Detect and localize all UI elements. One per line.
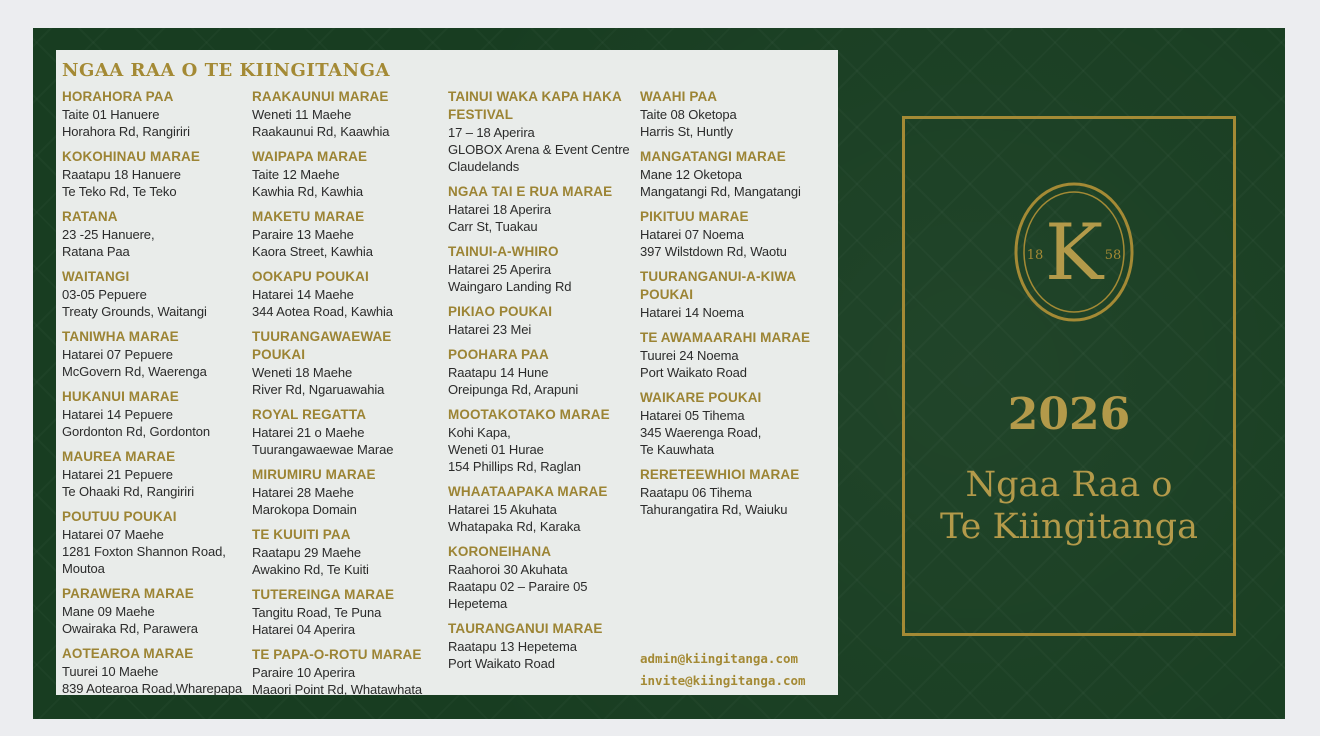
event-detail: Te Teko Rd, Te Teko bbox=[62, 184, 177, 199]
event-entry bbox=[640, 329, 832, 381]
event-name: PARAWERA MARAE bbox=[62, 586, 194, 601]
event-name: TUTEREINGA MARAE bbox=[252, 587, 395, 602]
calendar-column-3 bbox=[448, 88, 640, 680]
event-entry bbox=[62, 88, 254, 140]
event-detail: Kaora Street, Kawhia bbox=[252, 244, 373, 259]
event-detail: Raatapu 14 Hune bbox=[448, 365, 549, 380]
event-detail: Marokopa Domain bbox=[252, 502, 357, 517]
calendar-title: NGAA RAA O TE KIINGITANGA bbox=[62, 60, 390, 81]
event-name: RERETEEWHIOI MARAE bbox=[640, 467, 800, 482]
event-detail: Whatapaka Rd, Karaka bbox=[448, 519, 581, 534]
event-entry bbox=[62, 268, 254, 320]
event-entry bbox=[252, 328, 444, 398]
event-detail: Te Kauwhata bbox=[640, 442, 715, 457]
event-entry bbox=[640, 389, 832, 458]
logo-year-left: 18 bbox=[1026, 248, 1044, 263]
event-name: NGAA TAI E RUA MARAE bbox=[448, 184, 613, 199]
event-entry bbox=[448, 183, 640, 235]
event-detail: Harris St, Huntly bbox=[640, 124, 733, 139]
event-entry bbox=[62, 328, 254, 380]
event-detail: Moutoa bbox=[62, 561, 105, 576]
event-entry bbox=[448, 483, 640, 535]
event-entry bbox=[62, 208, 254, 260]
logo-year-right: 58 bbox=[1104, 248, 1122, 263]
event-detail: Hatarei 18 Aperira bbox=[448, 202, 551, 217]
event-name: AOTEAROA MARAE bbox=[62, 646, 194, 661]
event-detail: Hatarei 23 Mei bbox=[448, 322, 532, 337]
event-detail: Tuurei 24 Noema bbox=[640, 348, 739, 363]
event-detail: Hatarei 28 Maehe bbox=[252, 485, 354, 500]
event-detail: River Rd, Ngaruawahia bbox=[252, 382, 385, 397]
event-detail: Taite 08 Oketopa bbox=[640, 107, 737, 122]
event-detail: Paraire 13 Maehe bbox=[252, 227, 354, 242]
event-entry bbox=[448, 303, 640, 338]
event-name: WHAATAAPAKA MARAE bbox=[448, 484, 608, 499]
event-detail: Waingaro Landing Rd bbox=[448, 279, 572, 294]
event-name: TE PAPA-O-ROTU MARAE bbox=[252, 647, 422, 662]
flyer bbox=[33, 28, 1285, 719]
event-name: KORONEIHANA bbox=[448, 544, 552, 559]
event-detail: Owairaka Rd, Parawera bbox=[62, 621, 198, 636]
event-detail: Treaty Grounds, Waitangi bbox=[62, 304, 207, 319]
event-detail: 23 -25 Hanuere, bbox=[62, 227, 155, 242]
event-entry bbox=[448, 346, 640, 398]
event-entry bbox=[252, 148, 444, 200]
calendar-column-4 bbox=[640, 88, 832, 526]
event-detail: Raatapu 18 Hanuere bbox=[62, 167, 181, 182]
event-detail: 345 Waerenga Road, bbox=[640, 425, 762, 440]
event-detail: Ratana Paa bbox=[62, 244, 130, 259]
event-detail: Weneti 01 Hurae bbox=[448, 442, 544, 457]
event-detail: Hatarei 04 Aperira bbox=[252, 622, 355, 637]
event-name: TAINUI WAKA KAPA HAKA FESTIVAL bbox=[448, 89, 622, 122]
event-name: MAKETU MARAE bbox=[252, 209, 365, 224]
invite-email[interactable]: invite@kiingitanga.com bbox=[640, 673, 806, 688]
event-detail: Awakino Rd, Te Kuiti bbox=[252, 562, 369, 577]
event-name: MIRUMIRU MARAE bbox=[252, 467, 376, 482]
event-detail: Hatarei 14 Maehe bbox=[252, 287, 354, 302]
event-detail: Taite 01 Hanuere bbox=[62, 107, 160, 122]
event-entry bbox=[252, 646, 444, 695]
event-name: TE AWAMAARAHI MARAE bbox=[640, 330, 811, 345]
event-entry bbox=[640, 208, 832, 260]
event-name: TUURANGANUI-A-KIWA POUKAI bbox=[640, 269, 796, 302]
event-detail: Hatarei 21 o Maehe bbox=[252, 425, 365, 440]
event-detail: Kohi Kapa, bbox=[448, 425, 511, 440]
event-detail: Mane 09 Maehe bbox=[62, 604, 155, 619]
event-detail: Horahora Rd, Rangiriri bbox=[62, 124, 190, 139]
event-name: POUTUU POUKAI bbox=[62, 509, 177, 524]
event-detail: Te Ohaaki Rd, Rangiriri bbox=[62, 484, 195, 499]
event-name: RATANA bbox=[62, 209, 118, 224]
event-detail: Tangitu Road, Te Puna bbox=[252, 605, 382, 620]
event-detail: 839 Aotearoa Road,Wharepapa bbox=[62, 681, 243, 695]
event-detail: Tuurei 10 Maehe bbox=[62, 664, 159, 679]
event-detail: 03-05 Pepuere bbox=[62, 287, 147, 302]
event-detail: Claudelands bbox=[448, 159, 520, 174]
event-detail: 154 Phillips Rd, Raglan bbox=[448, 459, 581, 474]
event-entry bbox=[448, 243, 640, 295]
event-entry bbox=[252, 466, 444, 518]
event-detail: Gordonton Rd, Gordonton bbox=[62, 424, 211, 439]
event-name: MAUREA MARAE bbox=[62, 449, 176, 464]
event-entry bbox=[448, 88, 640, 175]
event-detail: Port Waikato Road bbox=[640, 365, 747, 380]
event-detail: 397 Wilstdown Rd, Waotu bbox=[640, 244, 787, 259]
event-name: TAURANGANUI MARAE bbox=[448, 621, 603, 636]
event-detail: Hatarei 07 Pepuere bbox=[62, 347, 173, 362]
event-name: PIKIAO POUKAI bbox=[448, 304, 553, 319]
event-detail: Tuurangawaewae Marae bbox=[252, 442, 394, 457]
event-name: PIKITUU MARAE bbox=[640, 209, 749, 224]
event-detail: Hatarei 07 Maehe bbox=[62, 527, 164, 542]
event-detail: 17 – 18 Aperira bbox=[448, 125, 535, 140]
event-entry bbox=[62, 585, 254, 637]
event-detail: Maaori Point Rd, Whatawhata bbox=[252, 682, 422, 695]
event-detail: Paraire 10 Aperira bbox=[252, 665, 355, 680]
event-detail: Mane 12 Oketopa bbox=[640, 167, 742, 182]
event-entry bbox=[62, 508, 254, 577]
event-detail: Hepetema bbox=[448, 596, 508, 611]
calendar-column-2 bbox=[252, 88, 444, 695]
event-detail: Hatarei 07 Noema bbox=[640, 227, 744, 242]
event-detail: Raakaunui Rd, Kaawhia bbox=[252, 124, 390, 139]
event-name: ROYAL REGATTA bbox=[252, 407, 367, 422]
event-name: TANIWHA MARAE bbox=[62, 329, 179, 344]
event-entry bbox=[640, 268, 832, 321]
event-name: RAAKAUNUI MARAE bbox=[252, 89, 389, 104]
event-detail: Taite 12 Maehe bbox=[252, 167, 340, 182]
cover-panel bbox=[902, 116, 1236, 636]
event-entry bbox=[62, 388, 254, 440]
event-entry bbox=[62, 448, 254, 500]
cover-title-line-1: Ngaa Raa o bbox=[965, 465, 1173, 505]
event-detail: Hatarei 15 Akuhata bbox=[448, 502, 557, 517]
event-entry bbox=[62, 645, 254, 695]
logo-letter: K bbox=[1044, 208, 1104, 298]
event-name: MANGATANGI MARAE bbox=[640, 149, 786, 164]
event-entry bbox=[640, 148, 832, 200]
event-entry bbox=[252, 406, 444, 458]
event-detail: Raahoroi 30 Akuhata bbox=[448, 562, 568, 577]
event-entry bbox=[252, 88, 444, 140]
event-name: POOHARA PAA bbox=[448, 347, 549, 362]
event-entry bbox=[252, 208, 444, 260]
event-name: MOOTAKOTAKO MARAE bbox=[448, 407, 610, 422]
event-detail: Hatarei 14 Noema bbox=[640, 305, 744, 320]
kiingitanga-logo bbox=[1009, 177, 1139, 327]
event-detail: Oreipunga Rd, Arapuni bbox=[448, 382, 579, 397]
event-detail: Hatarei 25 Aperira bbox=[448, 262, 551, 277]
event-detail: GLOBOX Arena & Event Centre bbox=[448, 142, 630, 157]
contact-block bbox=[640, 648, 806, 692]
admin-email[interactable]: admin@kiingitanga.com bbox=[640, 651, 799, 666]
event-detail: 1281 Foxton Shannon Road, bbox=[62, 544, 226, 559]
event-name: TUURANGAWAEWAE POUKAI bbox=[252, 329, 392, 362]
event-detail: Raatapu 29 Maehe bbox=[252, 545, 361, 560]
event-detail: Raatapu 06 Tihema bbox=[640, 485, 752, 500]
cover-year: 2026 bbox=[1007, 389, 1131, 440]
event-entry bbox=[640, 88, 832, 140]
event-name: WAIKARE POUKAI bbox=[640, 390, 762, 405]
event-entry bbox=[252, 268, 444, 320]
event-name: HORAHORA PAA bbox=[62, 89, 174, 104]
calendar-panel bbox=[56, 50, 838, 695]
event-name: OOKAPU POUKAI bbox=[252, 269, 369, 284]
event-name: WAAHI PAA bbox=[640, 89, 718, 104]
event-name: WAITANGI bbox=[62, 269, 130, 284]
event-entry bbox=[252, 586, 444, 638]
cover-title bbox=[905, 464, 1233, 548]
event-detail: Raatapu 02 – Paraire 05 bbox=[448, 579, 588, 594]
event-detail: Port Waikato Road bbox=[448, 656, 555, 671]
event-entry bbox=[448, 620, 640, 672]
event-detail: Mangatangi Rd, Mangatangi bbox=[640, 184, 801, 199]
event-detail: McGovern Rd, Waerenga bbox=[62, 364, 207, 379]
event-entry bbox=[448, 406, 640, 475]
event-detail: Tahurangatira Rd, Waiuku bbox=[640, 502, 788, 517]
event-entry bbox=[448, 543, 640, 612]
event-detail: 344 Aotea Road, Kawhia bbox=[252, 304, 393, 319]
event-detail: Kawhia Rd, Kawhia bbox=[252, 184, 364, 199]
event-name: KOKOHINAU MARAE bbox=[62, 149, 200, 164]
event-entry bbox=[252, 526, 444, 578]
event-detail: Carr St, Tuakau bbox=[448, 219, 538, 234]
event-detail: Hatarei 05 Tihema bbox=[640, 408, 745, 423]
calendar-column-1 bbox=[62, 88, 254, 695]
event-detail: Weneti 11 Maehe bbox=[252, 107, 352, 122]
event-name: TE KUUITI PAA bbox=[252, 527, 351, 542]
event-detail: Hatarei 21 Pepuere bbox=[62, 467, 173, 482]
event-detail: Raatapu 13 Hepetema bbox=[448, 639, 577, 654]
event-name: TAINUI-A-WHIRO bbox=[448, 244, 559, 259]
event-detail: Weneti 18 Maehe bbox=[252, 365, 353, 380]
event-entry bbox=[640, 466, 832, 518]
cover-title-line-2: Te Kiingitanga bbox=[940, 507, 1198, 547]
event-entry bbox=[62, 148, 254, 200]
event-name: WAIPAPA MARAE bbox=[252, 149, 368, 164]
event-name: HUKANUI MARAE bbox=[62, 389, 179, 404]
event-detail: Hatarei 14 Pepuere bbox=[62, 407, 173, 422]
